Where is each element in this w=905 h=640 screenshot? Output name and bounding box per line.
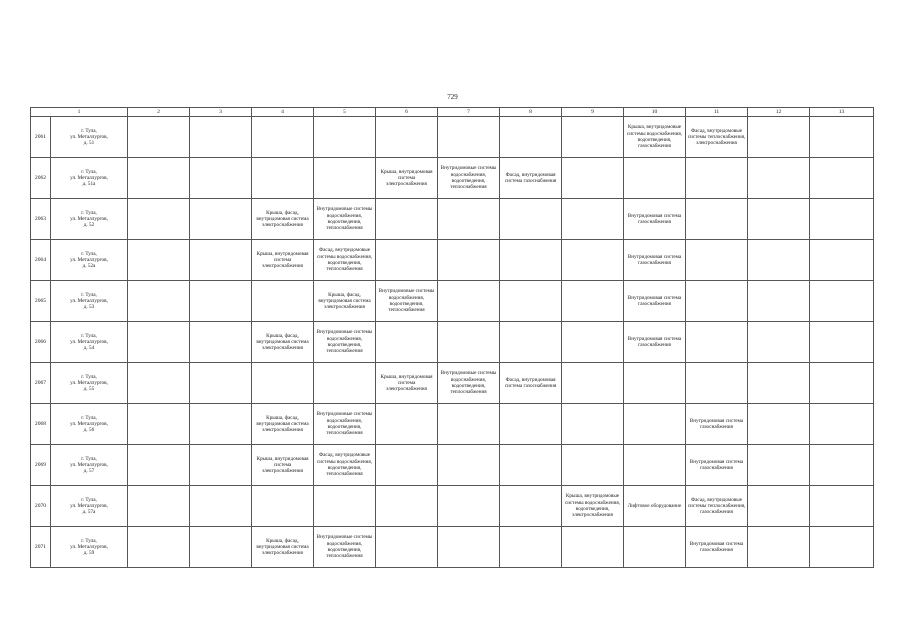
work-cell-col-8: [500, 199, 562, 240]
work-cell-col-8: [500, 240, 562, 281]
work-cell-col-2: [128, 486, 190, 527]
work-cell-col-7: [438, 240, 500, 281]
work-cell-col-9: [562, 445, 624, 486]
work-cell-col-8: [500, 486, 562, 527]
address-cell: [51, 363, 128, 404]
work-cell-col-6: [376, 445, 438, 486]
work-cell-col-11: [686, 240, 748, 281]
work-cell-col-9: [562, 527, 624, 568]
work-cell-col-4: [252, 117, 314, 158]
work-cell-col-12: [748, 322, 810, 363]
work-cell-col-8: [500, 445, 562, 486]
address-cell: [51, 404, 128, 445]
address-line: ул. Металлургов,: [70, 297, 108, 304]
work-cell-col-6: [376, 240, 438, 281]
work-cell-col-5: Внутридомовые системы водоснабжения, водоотведения, теплоснабжения: [314, 322, 376, 363]
work-cell-col-13: [810, 117, 874, 158]
table-row: [31, 527, 874, 568]
table-row: [31, 404, 874, 445]
work-cell-col-3: [190, 363, 252, 404]
work-cell-col-6: [376, 322, 438, 363]
work-cell-col-2: [128, 240, 190, 281]
column-header-5: 5: [314, 108, 376, 117]
address-line: г. Тула,: [81, 373, 97, 380]
work-cell-col-9: [562, 404, 624, 445]
work-cell-col-11: Фасад, внутридомовые системы теплоснабжения, газоснабжения: [686, 486, 748, 527]
work-cell-col-10: [624, 445, 686, 486]
address-line: ул. Металлургов,: [70, 215, 108, 222]
work-cell-col-7: [438, 445, 500, 486]
address-cell: [51, 281, 128, 322]
work-cell-col-11: Внутридомовая система газоснабжения: [686, 445, 748, 486]
work-cell-col-7: Внутридомовые системы водоснабжения, водоотведения, теплоснабжения: [438, 363, 500, 404]
table-row: [31, 117, 874, 158]
work-cell-col-11: [686, 281, 748, 322]
work-cell-col-8: [500, 404, 562, 445]
work-cell-col-3: [190, 199, 252, 240]
work-cell-col-12: [748, 240, 810, 281]
work-cell-col-3: [190, 281, 252, 322]
work-cell-col-12: [748, 363, 810, 404]
row-number-cell: 2065: [31, 281, 51, 322]
work-cell-col-7: [438, 322, 500, 363]
column-header-6: 6: [376, 108, 438, 117]
row-number-cell: 2061: [31, 117, 51, 158]
address-line: г. Тула,: [81, 250, 97, 257]
work-cell-col-11: Внутридомовая система газоснабжения: [686, 527, 748, 568]
work-cell-col-5: Фасад, внутридомовые системы водоснабжения, водоотведения, теплоснабжения: [314, 240, 376, 281]
work-cell-col-12: [748, 486, 810, 527]
work-cell-col-11: [686, 199, 748, 240]
address-line: д. 57: [83, 468, 95, 475]
work-cell-col-12: [748, 281, 810, 322]
work-cell-col-5: [314, 117, 376, 158]
work-cell-col-2: [128, 322, 190, 363]
column-header-9: 9: [562, 108, 624, 117]
row-number-cell: 2070: [31, 486, 51, 527]
work-cell-col-3: [190, 240, 252, 281]
work-cell-col-4: Крыша, фасад, внутридомовая система электроснабжения: [252, 199, 314, 240]
work-cell-col-6: [376, 199, 438, 240]
work-cell-col-13: [810, 322, 874, 363]
work-cell-col-10: Внутридомовая система газоснабжения: [624, 240, 686, 281]
work-cell-col-9: [562, 240, 624, 281]
address-line: г. Тула,: [81, 332, 97, 339]
work-cell-col-6: [376, 404, 438, 445]
table-row: [31, 363, 874, 404]
work-cell-col-4: Крыша, фасад, внутридомовая система электроснабжения: [252, 322, 314, 363]
address-line: ул. Металлургов,: [70, 133, 108, 140]
work-cell-col-8: [500, 322, 562, 363]
address-line: д. 59: [83, 550, 95, 557]
work-cell-col-4: [252, 158, 314, 199]
table-row: [31, 445, 874, 486]
address-cell: [51, 199, 128, 240]
work-cell-col-5: Внутридомовые системы водоснабжения, водоотведения, теплоснабжения: [314, 199, 376, 240]
address-line: г. Тула,: [81, 209, 97, 216]
table-row: [31, 281, 874, 322]
work-cell-col-12: [748, 404, 810, 445]
address-cell: [51, 486, 128, 527]
work-cell-col-5: [314, 158, 376, 199]
work-cell-col-4: Крыша, фасад, внутридомовая система электроснабжения: [252, 527, 314, 568]
work-cell-col-11: Фасад, внутридомовые системы теплоснабжения, электроснабжения: [686, 117, 748, 158]
work-cell-col-7: [438, 117, 500, 158]
work-cell-col-5: Фасад, внутридомовые системы водоснабжения, водоотведения, теплоснабжения: [314, 445, 376, 486]
work-cell-col-2: [128, 281, 190, 322]
work-cell-col-4: [252, 281, 314, 322]
table-row: [31, 486, 874, 527]
work-cell-col-2: [128, 199, 190, 240]
work-cell-col-3: [190, 322, 252, 363]
work-cell-col-7: Внутридомовые системы водоснабжения, водоотведения, теплоснабжения: [438, 158, 500, 199]
table-row: [31, 322, 874, 363]
work-cell-col-13: [810, 158, 874, 199]
work-cell-col-6: Крыша, внутридомовая система электроснабжения: [376, 363, 438, 404]
work-cell-col-2: [128, 445, 190, 486]
table-body: [31, 108, 874, 568]
work-cell-col-10: Внутридомовая система газоснабжения: [624, 199, 686, 240]
address-line: ул. Металлургов,: [70, 338, 108, 345]
work-cell-col-12: [748, 445, 810, 486]
address-line: д. 56: [83, 427, 95, 434]
work-cell-col-9: [562, 363, 624, 404]
work-cell-col-13: [810, 199, 874, 240]
address-line: д. 54: [83, 345, 95, 352]
work-cell-col-5: [314, 486, 376, 527]
address-line: д. 57а: [82, 509, 96, 516]
work-cell-col-2: [128, 158, 190, 199]
row-number-cell: 2062: [31, 158, 51, 199]
work-cell-col-10: Лифтовое оборудование: [624, 486, 686, 527]
work-cell-col-6: Внутридомовые системы водоснабжения, водоотведения, теплоснабжения: [376, 281, 438, 322]
row-number-cell: 2067: [31, 363, 51, 404]
work-cell-col-7: [438, 486, 500, 527]
column-header-11: 11: [686, 108, 748, 117]
work-cell-col-11: Внутридомовая система газоснабжения: [686, 404, 748, 445]
work-cell-col-13: [810, 486, 874, 527]
work-cell-col-6: [376, 117, 438, 158]
address-line: г. Тула,: [81, 291, 97, 298]
address-line: д. 51а: [82, 181, 96, 188]
work-cell-col-10: [624, 404, 686, 445]
work-cell-col-13: [810, 281, 874, 322]
work-cell-col-2: [128, 404, 190, 445]
table-row: [31, 158, 874, 199]
address-cell: [51, 158, 128, 199]
address-line: ул. Металлургов,: [70, 543, 108, 550]
address-line: г. Тула,: [81, 127, 97, 134]
work-cell-col-8: Фасад, внутридомовая система газоснабжения: [500, 158, 562, 199]
work-cell-col-10: [624, 527, 686, 568]
address-line: г. Тула,: [81, 455, 97, 462]
work-cell-col-6: [376, 527, 438, 568]
work-cell-col-3: [190, 117, 252, 158]
address-line: ул. Металлургов,: [70, 256, 108, 263]
address-line: ул. Металлургов,: [70, 461, 108, 468]
address-cell: [51, 322, 128, 363]
work-cell-col-10: Внутридомовая система газоснабжения: [624, 322, 686, 363]
work-cell-col-12: [748, 199, 810, 240]
work-cell-col-4: [252, 486, 314, 527]
address-line: д. 53: [83, 304, 95, 311]
work-cell-col-5: Крыша, фасад, внутридомовая система электроснабжения: [314, 281, 376, 322]
work-cell-col-8: Фасад, внутридомовая система газоснабжения: [500, 363, 562, 404]
column-header-3: 3: [190, 108, 252, 117]
address-line: ул. Металлургов,: [70, 174, 108, 181]
work-cell-col-5: [314, 363, 376, 404]
column-header-7: 7: [438, 108, 500, 117]
column-header-2: 2: [128, 108, 190, 117]
column-header-1: 1: [31, 108, 128, 117]
row-number-cell: 2069: [31, 445, 51, 486]
work-cell-col-10: Крыша, внутридомовые системы водоснабжения, водоотведения, газоснабжения: [624, 117, 686, 158]
work-cell-col-4: [252, 363, 314, 404]
address-line: г. Тула,: [81, 496, 97, 503]
work-cell-col-2: [128, 363, 190, 404]
address-line: г. Тула,: [81, 168, 97, 175]
work-cell-col-3: [190, 404, 252, 445]
column-header-4: 4: [252, 108, 314, 117]
work-cell-col-10: [624, 158, 686, 199]
work-cell-col-6: [376, 486, 438, 527]
address-line: ул. Металлургов,: [70, 420, 108, 427]
address-line: ул. Металлургов,: [70, 379, 108, 386]
work-cell-col-5: Внутридомовые системы водоснабжения, водоотведения, теплоснабжения: [314, 527, 376, 568]
work-cell-col-8: [500, 117, 562, 158]
row-number-cell: 2066: [31, 322, 51, 363]
work-cell-col-3: [190, 486, 252, 527]
address-line: д. 55: [83, 386, 95, 393]
work-cell-col-3: [190, 527, 252, 568]
work-cell-col-12: [748, 527, 810, 568]
work-cell-col-3: [190, 158, 252, 199]
work-cell-col-11: [686, 363, 748, 404]
address-line: ул. Металлургов,: [70, 502, 108, 509]
work-cell-col-12: [748, 117, 810, 158]
work-cell-col-9: Крыша, внутридомовые системы водоснабжения, водоотведения, электроснабжения: [562, 486, 624, 527]
work-cell-col-7: [438, 199, 500, 240]
work-cell-col-13: [810, 363, 874, 404]
work-cell-col-5: Внутридомовые системы водоснабжения, водоотведения, теплоснабжения: [314, 404, 376, 445]
address-line: д. 52: [83, 222, 95, 229]
work-cell-col-9: [562, 199, 624, 240]
work-cell-col-7: [438, 281, 500, 322]
work-cell-col-11: [686, 322, 748, 363]
work-cell-col-10: Внутридомовая система газоснабжения: [624, 281, 686, 322]
table-row: [31, 240, 874, 281]
work-cell-col-2: [128, 527, 190, 568]
work-cell-col-12: [748, 158, 810, 199]
address-line: г. Тула,: [81, 537, 97, 544]
row-number-cell: 2071: [31, 527, 51, 568]
work-cell-col-7: [438, 404, 500, 445]
address-line: г. Тула,: [81, 414, 97, 421]
work-schedule-table: [30, 107, 874, 568]
work-cell-col-6: Крыша, внутридомовая система электроснабжения: [376, 158, 438, 199]
row-number-cell: 2068: [31, 404, 51, 445]
column-header-10: 10: [624, 108, 686, 117]
work-cell-col-13: [810, 404, 874, 445]
work-cell-col-9: [562, 281, 624, 322]
address-cell: [51, 527, 128, 568]
work-cell-col-13: [810, 240, 874, 281]
table-row: [31, 199, 874, 240]
column-header-13: 13: [810, 108, 874, 117]
address-line: д. 51: [83, 140, 95, 147]
work-cell-col-8: [500, 527, 562, 568]
work-cell-col-9: [562, 158, 624, 199]
row-number-cell: 2063: [31, 199, 51, 240]
work-cell-col-13: [810, 445, 874, 486]
column-header-row: [31, 108, 874, 117]
work-cell-col-7: [438, 527, 500, 568]
work-cell-col-8: [500, 281, 562, 322]
work-cell-col-11: [686, 158, 748, 199]
work-cell-col-9: [562, 322, 624, 363]
column-header-8: 8: [500, 108, 562, 117]
column-header-12: 12: [748, 108, 810, 117]
work-cell-col-4: Крыша, внутридомовая система электроснабжения: [252, 240, 314, 281]
work-cell-col-3: [190, 445, 252, 486]
work-cell-col-4: Крыша, внутридомовая система электроснабжения: [252, 445, 314, 486]
page-number: 729: [447, 93, 458, 101]
address-cell: [51, 117, 128, 158]
row-number-cell: 2064: [31, 240, 51, 281]
work-cell-col-10: [624, 363, 686, 404]
work-cell-col-9: [562, 117, 624, 158]
work-cell-col-2: [128, 117, 190, 158]
work-cell-col-4: Крыша, фасад, внутридомовая система электроснабжения: [252, 404, 314, 445]
work-cell-col-13: [810, 527, 874, 568]
address-cell: [51, 445, 128, 486]
address-line: д. 52а: [82, 263, 96, 270]
address-cell: [51, 240, 128, 281]
